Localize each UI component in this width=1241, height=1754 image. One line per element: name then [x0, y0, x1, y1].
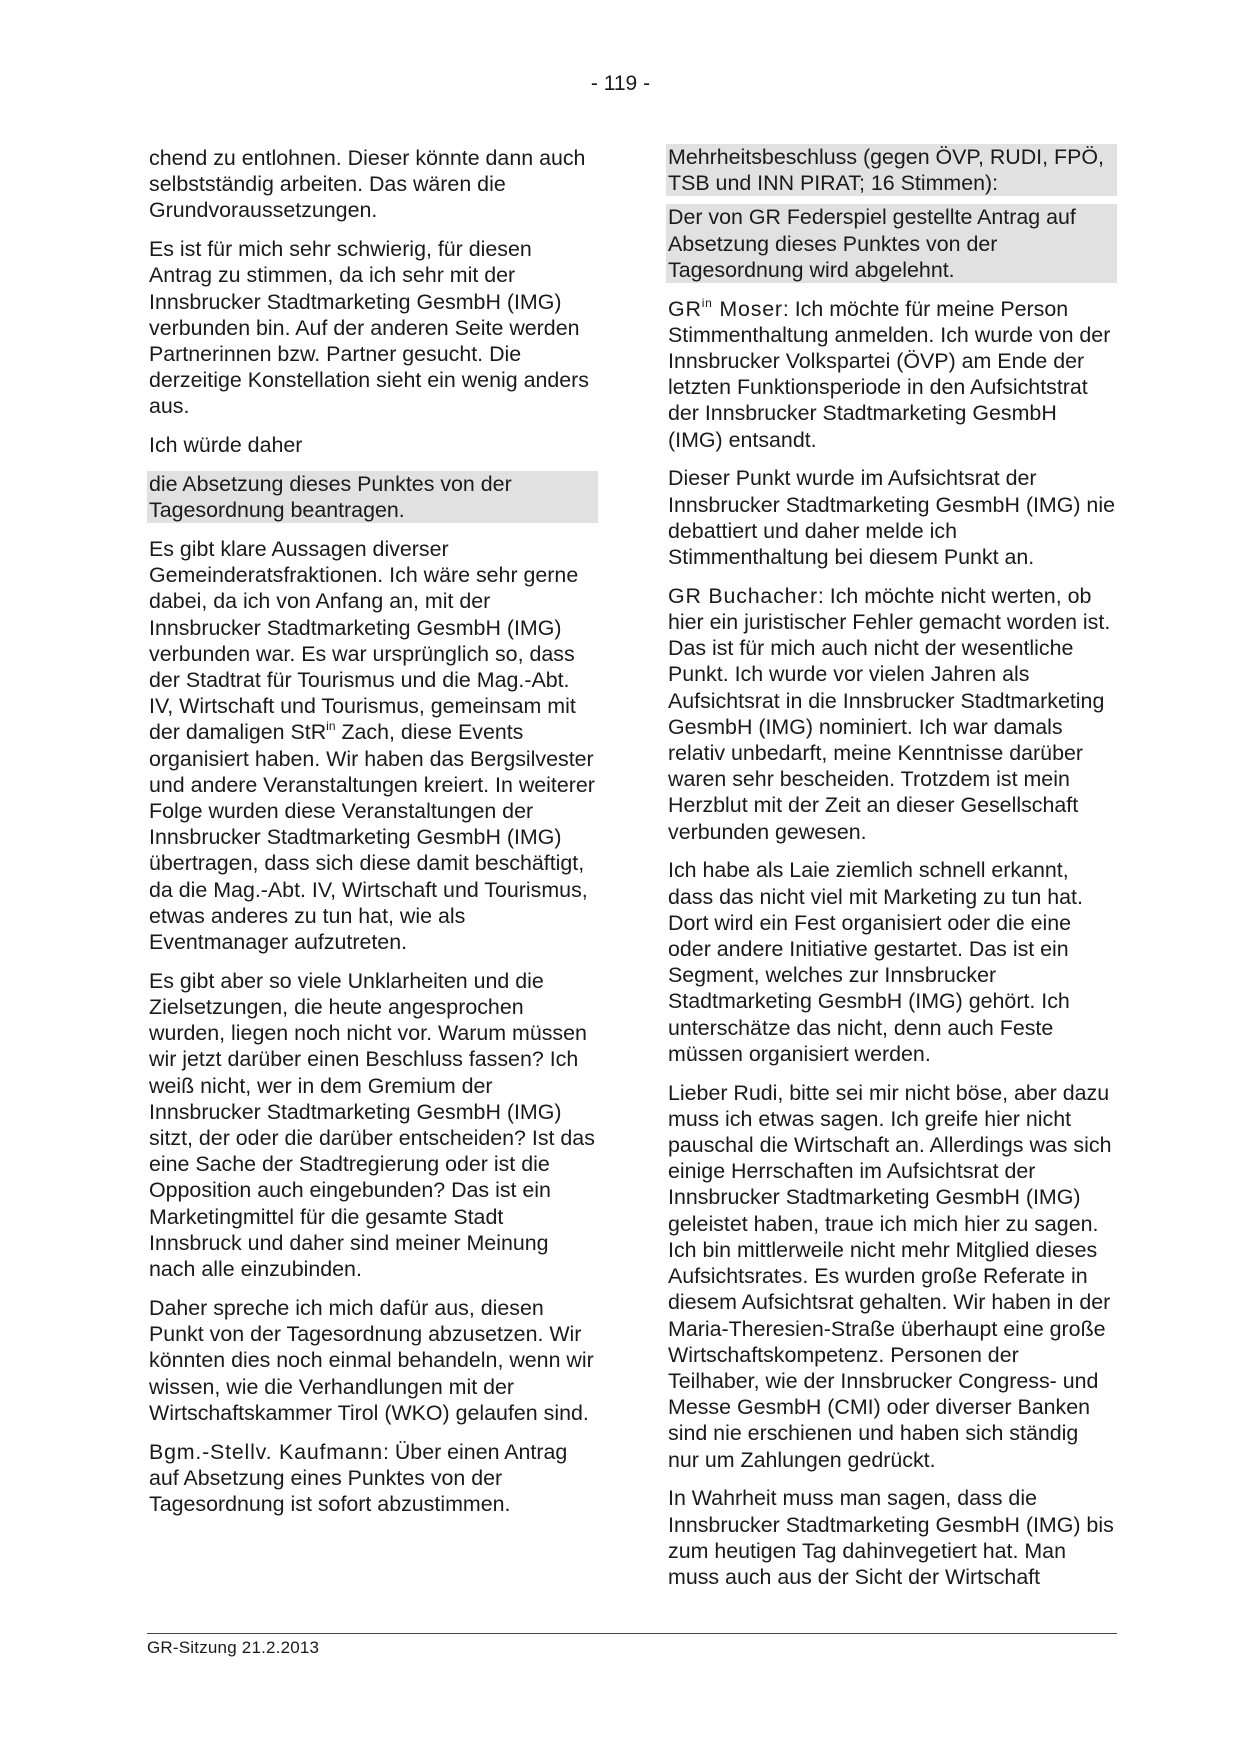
paragraph-text: : Ich möchte nicht werten, ob hier ein juristischer Fehler gemacht worden ist. Das ist für mich auch nicht der wesentliche Punkt. Ich wurde vor vielen Jahren als Aufsichtsrat in die Innsbrucker Stadtmarketing GesmbH (IMG) nominiert. Ich war damals relativ unbedarft, meine Kenntnisse darüber waren sehr bescheiden. Trotzdem ist mein Herzblut mit der Zeit an dieser Gesellschaft verbunden gewesen.: [668, 583, 1111, 844]
paragraph: Ich habe als Laie ziemlich schnell erkannt, dass das nicht viel mit Marketing zu tun hat. Dort wird ein Fest organisiert oder die eine oder andere Initiative gestartet. Das ist ein Segment, welches zur Innsbrucker Stadtmarketing GesmbH (IMG) gehört. Ich unterschätze das nicht, denn auch Feste müssen organisiert werden.: [668, 858, 1083, 1066]
superscript: in: [326, 719, 336, 734]
paragraph: [666, 583, 1117, 845]
speaker-surname: Moser: [712, 296, 783, 321]
footer-text: GR-Sitzung 21.2.2013: [147, 1638, 320, 1657]
highlighted-resolution: Mehrheitsbeschluss (gegen ÖVP, RUDI, FPÖ, TSB und INN PIRAT; 16 Stimmen):: [666, 144, 1117, 196]
paragraph: Es gibt aber so viele Unklarheiten und die Zielsetzungen, die heute angesprochen wurden, liegen noch nicht vor. Warum müssen wir jetzt darüber einen Beschluss fassen? Ich weiß nicht, wer in dem Gremium der Innsbrucker Stadtmarketing GesmbH (IMG) sitzt, der oder die darüber entscheiden? Ist das eine Sache der Stadtregierung oder ist die Opposition auch eingebunden? Das ist ein Marketingmittel für die gesamte Stadt Innsbruck und daher sind meiner Meinung nach alle einzubinden.: [149, 968, 595, 1282]
highlighted-resolution: Der von GR Federspiel gestellte Antrag auf Absetzung dieses Punktes von der Tagesordnung wird abgelehnt.: [666, 204, 1117, 283]
paragraph: [666, 296, 1117, 453]
speaker-name: GR Buchacher: [668, 583, 818, 608]
highlighted-motion: die Absetzung dieses Punktes von der Tagesordnung beantragen.: [147, 471, 598, 523]
speaker-name: [668, 297, 783, 321]
right-column: [666, 145, 1117, 1603]
paragraph: Daher spreche ich mich dafür aus, diesen Punkt von der Tagesordnung abzusetzen. Wir könnten dies noch einmal behandeln, wenn wir wissen, wie die Verhandlungen mit der Wirtschaftskammer Tirol (WKO) gelaufen sind.: [149, 1295, 594, 1425]
footer-divider: [147, 1633, 1117, 1634]
paragraph: Dieser Punkt wurde im Aufsichtsrat der Innsbrucker Stadtmarketing GesmbH (IMG) nie debattiert und daher melde ich Stimmenthaltung bei diesem Punkt an.: [668, 466, 1115, 570]
paragraph: Lieber Rudi, bitte sei mir nicht böse, aber dazu muss ich etwas sagen. Ich greife hier nicht pauschal die Wirtschaft an. Allerdings was sich einige Herrschaften im Aufsichtsrat der Innsbrucker Stadtmarketing GesmbH (IMG) geleistet haben, traue ich mich hier zu sagen. Ich bin mittlerweile nicht mehr Mitglied dieses Aufsichtsrates. Es wurden große Referate in diesem Aufsichtsrat gehalten. Wir haben in der Maria-Theresien-Straße überhaupt eine große Wirtschaftskompetenz. Personen der Teilhaber, wie der Innsbrucker Congress- und Messe GesmbH (CMI) oder diverser Banken sind nie erschienen und haben sich ständig nur um Zahlungen gedrückt.: [668, 1080, 1112, 1472]
speaker-prefix: GR: [668, 296, 702, 321]
paragraph: chend zu entlohnen. Dieser könnte dann auch selbstständig arbeiten. Das wären die Grundvoraussetzungen.: [149, 146, 586, 223]
paragraph: [147, 1439, 598, 1518]
paragraph: Ich würde daher: [149, 433, 303, 458]
paragraph-text: : Über einen Antrag auf Absetzung eines Punktes von der Tagesordnung ist sofort abzustimmen.: [149, 1439, 568, 1516]
speaker-name: Bgm.-Stellv. Kaufmann: [149, 1439, 383, 1464]
paragraph: In Wahrheit muss man sagen, dass die Innsbrucker Stadtmarketing GesmbH (IMG) bis zum heutigen Tag dahinvegetiert hat. Man muss auch aus der Sicht der Wirtschaft: [668, 1486, 1114, 1589]
paragraph-text: : Ich möchte für meine Person Stimmenthaltung anmelden. Ich wurde von der Innsbrucker Volkspartei (ÖVP) am Ende der letzten Funktionsperiode in den Aufsichtstrat der Innsbrucker Stadtmarketing GesmbH (IMG) entsandt.: [668, 296, 1111, 452]
paragraph: Es ist für mich sehr schwierig, für diesen Antrag zu stimmen, da ich sehr mit der Innsbrucker Stadtmarketing GesmbH (IMG) verbunden bin. Auf der anderen Seite werden Partnerinnen bzw. Partner gesucht. Die derzeitige Konstellation sieht ein wenig anders aus.: [149, 237, 589, 419]
left-column: [147, 145, 598, 1530]
paragraph-text: Zach, diese Events organisiert haben. Wir haben das Bergsilvester und andere Veranstaltungen kreiert. In weiterer Folge wurden diese Veranstaltungen der Innsbrucker Stadtmarketing GesmbH (IMG) übertragen, dass sich diese damit beschäftigt, da die Mag.-Abt. IV, Wirtschaft und Tourismus, etwas anderes zu tun hat, wie als Eventmanager aufzutreten.: [149, 720, 595, 955]
paragraph-text: Es gibt klare Aussagen diverser Gemeinderatsfraktionen. Ich wäre sehr gerne dabei, da ich von Anfang an, mit der Innsbrucker Stadtmarketing GesmbH (IMG) verbunden war. Es war ursprünglich so, dass der Stadtrat für Tourismus und die Mag.-Abt. IV, Wirtschaft und Tourismus, gemeinsam mit der damaligen StR: [149, 537, 579, 745]
superscript: in: [701, 295, 713, 310]
paragraph: [147, 536, 598, 955]
page-number: - 119 -: [590, 72, 651, 95]
